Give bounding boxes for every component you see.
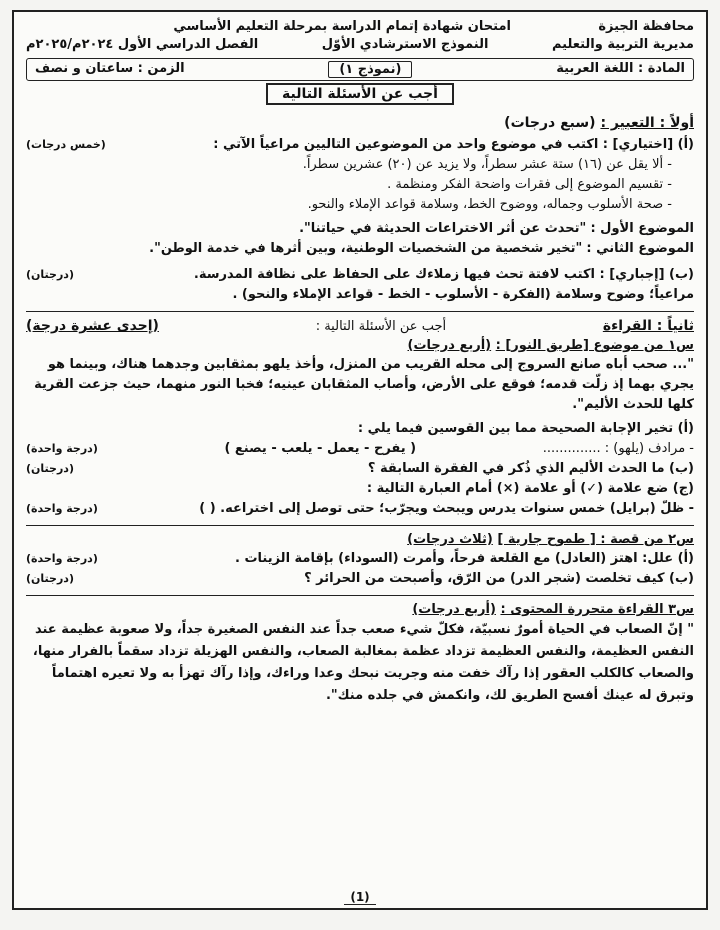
divider <box>26 595 694 596</box>
bullet-2: - تقسيم الموضوع إلى فقرات واضحة الفكر ومنظمة . <box>387 177 672 192</box>
q1c: (ج) ضع علامة (✓) أو علامة (×) أمام العبارة التالية : <box>366 481 694 496</box>
directorate: مديرية التربية والتعليم <box>551 37 694 52</box>
section1-b: (ب) [إجباري] : اكتب لافتة تحث فيها زملاءك على الحفاظ على نظافة المدرسة. (درجتان) <box>26 267 694 282</box>
section2-heading: ثانياً : القراءة أجب عن الأسئلة التالية : (إحدى عشرة درجة) <box>26 318 694 334</box>
q1-heading: س١ من موضوع [طريق النور] : (أربع درجات) <box>407 338 694 353</box>
q1b: (ب) ما الحدث الأليم الذي ذُكر في الفقرة السابقة ؟ (درجتان) <box>26 461 694 476</box>
bullet-1: - ألا يقل عن (١٦) ستة عشر سطراً، ولا يزيد عن (٢٠) عشرين سطراً. <box>302 157 672 172</box>
topic-2: الموضوع الثاني : "تخير شخصية من الشخصيات الوطنية، وبين أثرها في خدمة الوطن". <box>149 241 694 256</box>
q2a: (أ) علل: اهتز (العادل) مع القلعة فرحاً، وأمرت (السوداء) بإقامة الزينات . (درجة واحدة) <box>26 551 694 566</box>
q1a-item: - مرادف (يلهو) : .............. ( يفرح - يعمل - يلعب - يصنع ) (درجة واحدة) <box>26 441 694 456</box>
model-number: (نموذج ١) <box>328 61 412 78</box>
marks-label: (خمس درجات) <box>26 138 106 151</box>
divider <box>26 525 694 526</box>
q1a: (أ) تخير الإجابة الصحيحة مما بين القوسين فيما يلي : <box>357 421 694 436</box>
q3-heading: س٣ القراءة متحررة المحتوى : (أربع درجات) <box>412 602 694 617</box>
q2-heading: س٢ من قصة : [ طموح جارية ] (ثلاث درجات) <box>407 532 694 547</box>
q3-passage: " إنّ الصعاب في الحياة أمورٌ نسبيّة، فكلّ شيء صعب جداً عند النفس الصغيرة جداً، ولا صعوبة عظيمة عند النفس العظيمة، والنفس العظيمة تزداد عظمة بمغالبة الصعاب، والنفس الهزيلة تزداد سقماً بالفرار منها، والصعاب كالكلب العقور إذا رآك خفت منه وجريت نبحك وعدا وراءك، وإذا رآك تهزأ به ولا تعيره اهتماماً وتبرق له عينك أفسح الطريق لك، وانكمش في جلده منك". <box>32 622 694 703</box>
bullet-3: - صحة الأسلوب وجماله، ووضوح الخط، وسلامة قواعد الإملاء والنحو. <box>307 197 672 212</box>
section1-a: (أ) [اختياري] : اكتب في موضوع واحد من الموضوعين التاليين مراعياً الآتي : (خمس درجات) <box>26 135 694 155</box>
subject-box <box>26 58 694 81</box>
section1-heading: أولاً : التعبير : (سبع درجات) <box>504 115 694 131</box>
instruction-title: أجب عن الأسئلة التالية <box>266 83 454 105</box>
section1-b-note: مراعياً؛ وضوح وسلامة (الفكرة - الأسلوب - الخط - قواعد الإملاء والنحو) . <box>232 287 694 302</box>
term: الفصل الدراسي الأول ٢٠٢٤م/٢٠٢٥م <box>26 37 259 52</box>
subject: المادة : اللغة العربية <box>556 61 685 76</box>
q1-passage: "... صحب أباه صانع السروج إلى محله القريب من المنزل، وأخذ يلهو بمثقابين وجدهما هناك، وبينما هو يجري بهما إذ زلّت قدمه؛ فوقع على الأرض، وأصاب المثقابان عينيه؛ فخبا النور منهما، حيث جزعت القرية كلها للحدث الأليم". <box>34 357 694 412</box>
page-number: (1) <box>14 890 706 904</box>
header-line-2 <box>26 36 694 54</box>
q1c-item: - ظلّ (برايل) خمس سنوات يدرس ويبحث ويجرّب؛ حتى توصل إلى اختراعه. ( ) (درجة واحدة) <box>26 501 694 516</box>
topic-1: الموضوع الأول : "تحدث عن أثر الاختراعات الحديثة في حياتنا". <box>299 221 694 236</box>
divider <box>26 311 694 312</box>
q2b: (ب) كيف تخلصت (شجر الدر) من الرّق، وأصبحت من الحرائر ؟ (درجتان) <box>26 571 694 586</box>
exam-time: الزمن : ساعتان و نصف <box>35 61 185 76</box>
exam-title: امتحان شهادة إتمام الدراسة بمرحلة التعليم الأساسي <box>173 19 511 34</box>
model-name: النموذج الاسترشادي الأوّل <box>321 37 489 52</box>
exam-page <box>12 10 708 910</box>
header-line-1 <box>26 18 694 36</box>
governorate: محافظة الجيزة <box>598 19 694 34</box>
